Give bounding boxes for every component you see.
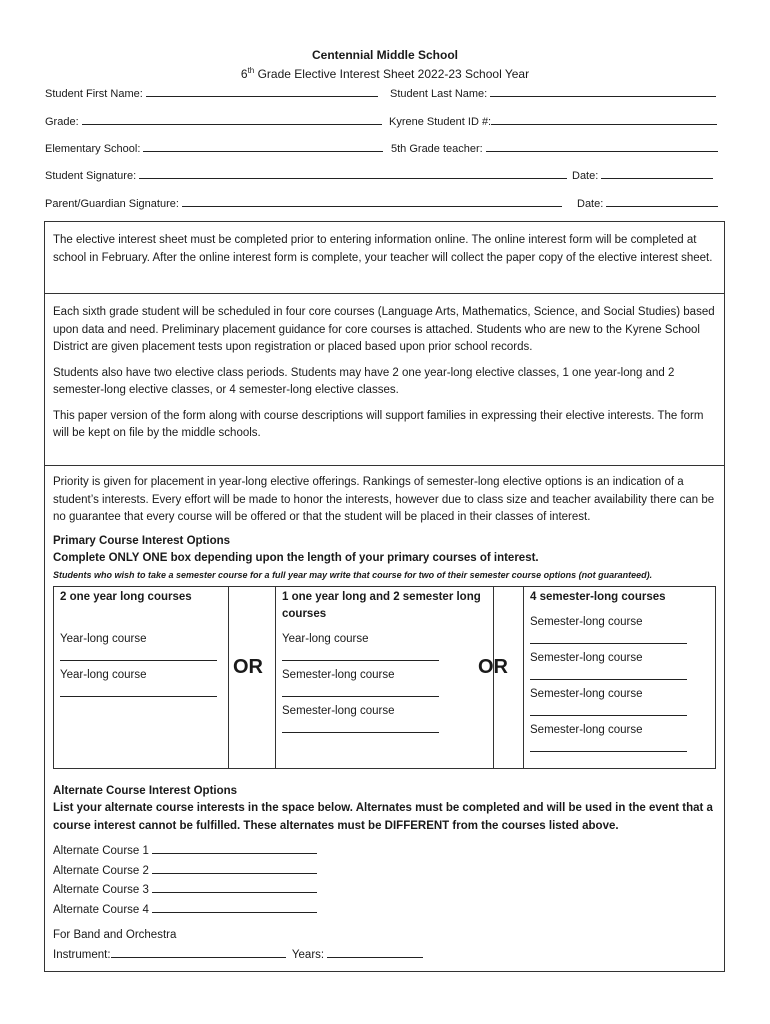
alternate-course-1[interactable] (53, 841, 716, 861)
last-name-field[interactable] (390, 86, 716, 100)
elementary-field[interactable] (45, 141, 383, 155)
option-col-1 (54, 587, 229, 768)
fifth-teacher-label: 5th Grade teacher: (391, 143, 483, 155)
alt1-label: Alternate Course 1 (53, 845, 149, 857)
info-p1: Each sixth grade student will be scheduled in four core courses (Language Arts, Mathematics, Science, and Social Studies) based upon data and need. Preliminary placement guidance for core courses is attached. Students who are new to the Kyrene School District are given placement tests upon registration or placed based upon prior school records. (53, 306, 715, 353)
student-signature-label: Student Signature: (45, 170, 137, 182)
col2-item1-label: Year-long course (282, 632, 369, 645)
col3-item4-line[interactable] (530, 739, 687, 752)
date-field-1[interactable] (572, 168, 713, 182)
col2-item3-label: Semester-long course (282, 704, 395, 717)
col2-item3-line[interactable] (282, 720, 439, 733)
or-label-1: OR (233, 655, 263, 678)
subtitle-sup: th (247, 66, 255, 75)
alt2-line[interactable] (152, 861, 317, 874)
col3-item2-label: Semester-long course (530, 651, 643, 664)
col1-item2-label: Year-long course (60, 668, 147, 681)
grade-line[interactable] (82, 114, 382, 125)
or-cell-2 (478, 587, 524, 768)
alternate-instruction: List your alternate course interests in the space below. Alternates must be completed and will be used in the event that a course interest cannot be fulfilled. These alternates must be DIFFERENT from the courses listed above. (53, 802, 713, 832)
last-name-line[interactable] (490, 86, 716, 97)
fifth-teacher-field[interactable] (391, 141, 718, 155)
col1-item1-label: Year-long course (60, 632, 147, 645)
alternate-course-4[interactable] (53, 900, 716, 920)
info-p2: Students also have two elective class periods. Students may have 2 one year-long elective classes, 1 one year-long and 2 semester-long elective classes, or 4 semester-long elective classes. (53, 366, 675, 396)
date-line-1[interactable] (601, 168, 713, 179)
alt4-line[interactable] (152, 900, 317, 913)
alt4-label: Alternate Course 4 (53, 903, 149, 916)
student-id-label: Kyrene Student ID #: (389, 116, 492, 128)
or-cell-1 (229, 587, 276, 768)
parent-signature-line[interactable] (182, 196, 562, 207)
parent-signature-field[interactable] (45, 196, 562, 210)
last-name-label: Student Last Name: (390, 88, 488, 100)
alternate-course-3[interactable] (53, 880, 716, 900)
years-label: Years: (291, 948, 325, 961)
school-title: Centennial Middle School (311, 48, 458, 62)
date-line-2[interactable] (606, 196, 718, 207)
grade-label: Grade: (45, 116, 79, 128)
col3-item1-line[interactable] (530, 631, 687, 644)
or-label-2: OR (478, 655, 508, 678)
alternate-heading: Alternate Course Interest Options (53, 784, 238, 797)
band-orchestra-label: For Band and Orchestra (53, 929, 177, 941)
alt3-label: Alternate Course 3 (53, 884, 149, 896)
info-section (45, 294, 724, 466)
col3-item3-label: Semester-long course (530, 687, 643, 700)
intro-section (45, 222, 724, 294)
elementary-line[interactable] (143, 141, 383, 152)
first-name-line[interactable] (146, 86, 378, 97)
subtitle-rest: Grade Elective Interest Sheet 2022-23 School Year (254, 67, 530, 81)
col2-item2-line[interactable] (282, 684, 439, 697)
first-name-field[interactable] (45, 86, 378, 100)
info-p3: This paper version of the form along with course descriptions will support families in expressing their elective interests. The form will be kept on file by the middle schools. (53, 409, 704, 439)
course-options-table (53, 586, 716, 769)
alt1-line[interactable] (152, 841, 317, 854)
alternate-course-2[interactable] (53, 861, 716, 881)
student-signature-field[interactable] (45, 168, 567, 182)
parent-signature-label: Parent/Guardian Signature: (45, 198, 179, 210)
subtitle-grade: 6 (240, 67, 248, 81)
instrument-label: Instrument: (53, 948, 111, 961)
col3-item2-line[interactable] (530, 667, 687, 680)
priority-text: Priority is given for placement in year-long elective offerings. Rankings of semester-long elective options is an indication of a student’s interests. Every effort will be made to honor the interests, however due to class size and teacher availability there can be no guarantee that every course will be offered or that the student will be placed in their classes of interest. (53, 476, 715, 523)
semester-note: Students who wish to take a semester course for a full year may write that course for two of their semester course options (not guaranteed). (53, 569, 653, 580)
col1-item1-line[interactable] (60, 648, 217, 661)
col3-item3-line[interactable] (530, 703, 687, 716)
form-box (44, 221, 725, 972)
col1-title: 2 one year long courses (60, 590, 192, 603)
col3-item1-label: Semester-long course (530, 615, 643, 628)
elementary-label: Elementary School: (45, 143, 141, 155)
grade-field[interactable] (45, 114, 382, 128)
first-name-label: Student First Name: (45, 88, 143, 100)
col3-item4-label: Semester-long course (530, 723, 643, 736)
col2-title: 1 one year long and 2 semester long courses (282, 590, 481, 620)
instrument-line[interactable] (111, 945, 286, 958)
alt3-line[interactable] (152, 880, 317, 893)
intro-text: The elective interest sheet must be completed prior to entering information online. The online interest form will be completed at school in February. After the online interest form is complete, your teacher will collect the paper copy of the elective interest sheet. (53, 234, 713, 264)
date-label-2: Date: (577, 198, 604, 210)
col2-item2-label: Semester-long course (282, 668, 395, 681)
fifth-teacher-line[interactable] (486, 141, 718, 152)
date-label-1: Date: (572, 170, 599, 182)
col2-item1-line[interactable] (282, 648, 439, 661)
priority-section (45, 466, 724, 972)
primary-heading: Primary Course Interest Options (53, 534, 231, 547)
col3-title: 4 semester-long courses (530, 590, 666, 603)
option-col-2 (276, 587, 494, 768)
form-subtitle (0, 66, 770, 81)
primary-instruction: Complete ONLY ONE box depending upon the length of your primary courses of interest. (53, 552, 539, 564)
years-line[interactable] (327, 945, 423, 958)
instrument-field[interactable] (53, 945, 716, 965)
alt2-label: Alternate Course 2 (53, 864, 149, 877)
student-id-line[interactable] (491, 114, 717, 125)
option-col-3 (524, 587, 717, 768)
date-field-2[interactable] (577, 196, 718, 210)
student-id-field[interactable] (389, 114, 717, 128)
student-signature-line[interactable] (139, 168, 567, 179)
col1-item2-line[interactable] (60, 684, 217, 697)
